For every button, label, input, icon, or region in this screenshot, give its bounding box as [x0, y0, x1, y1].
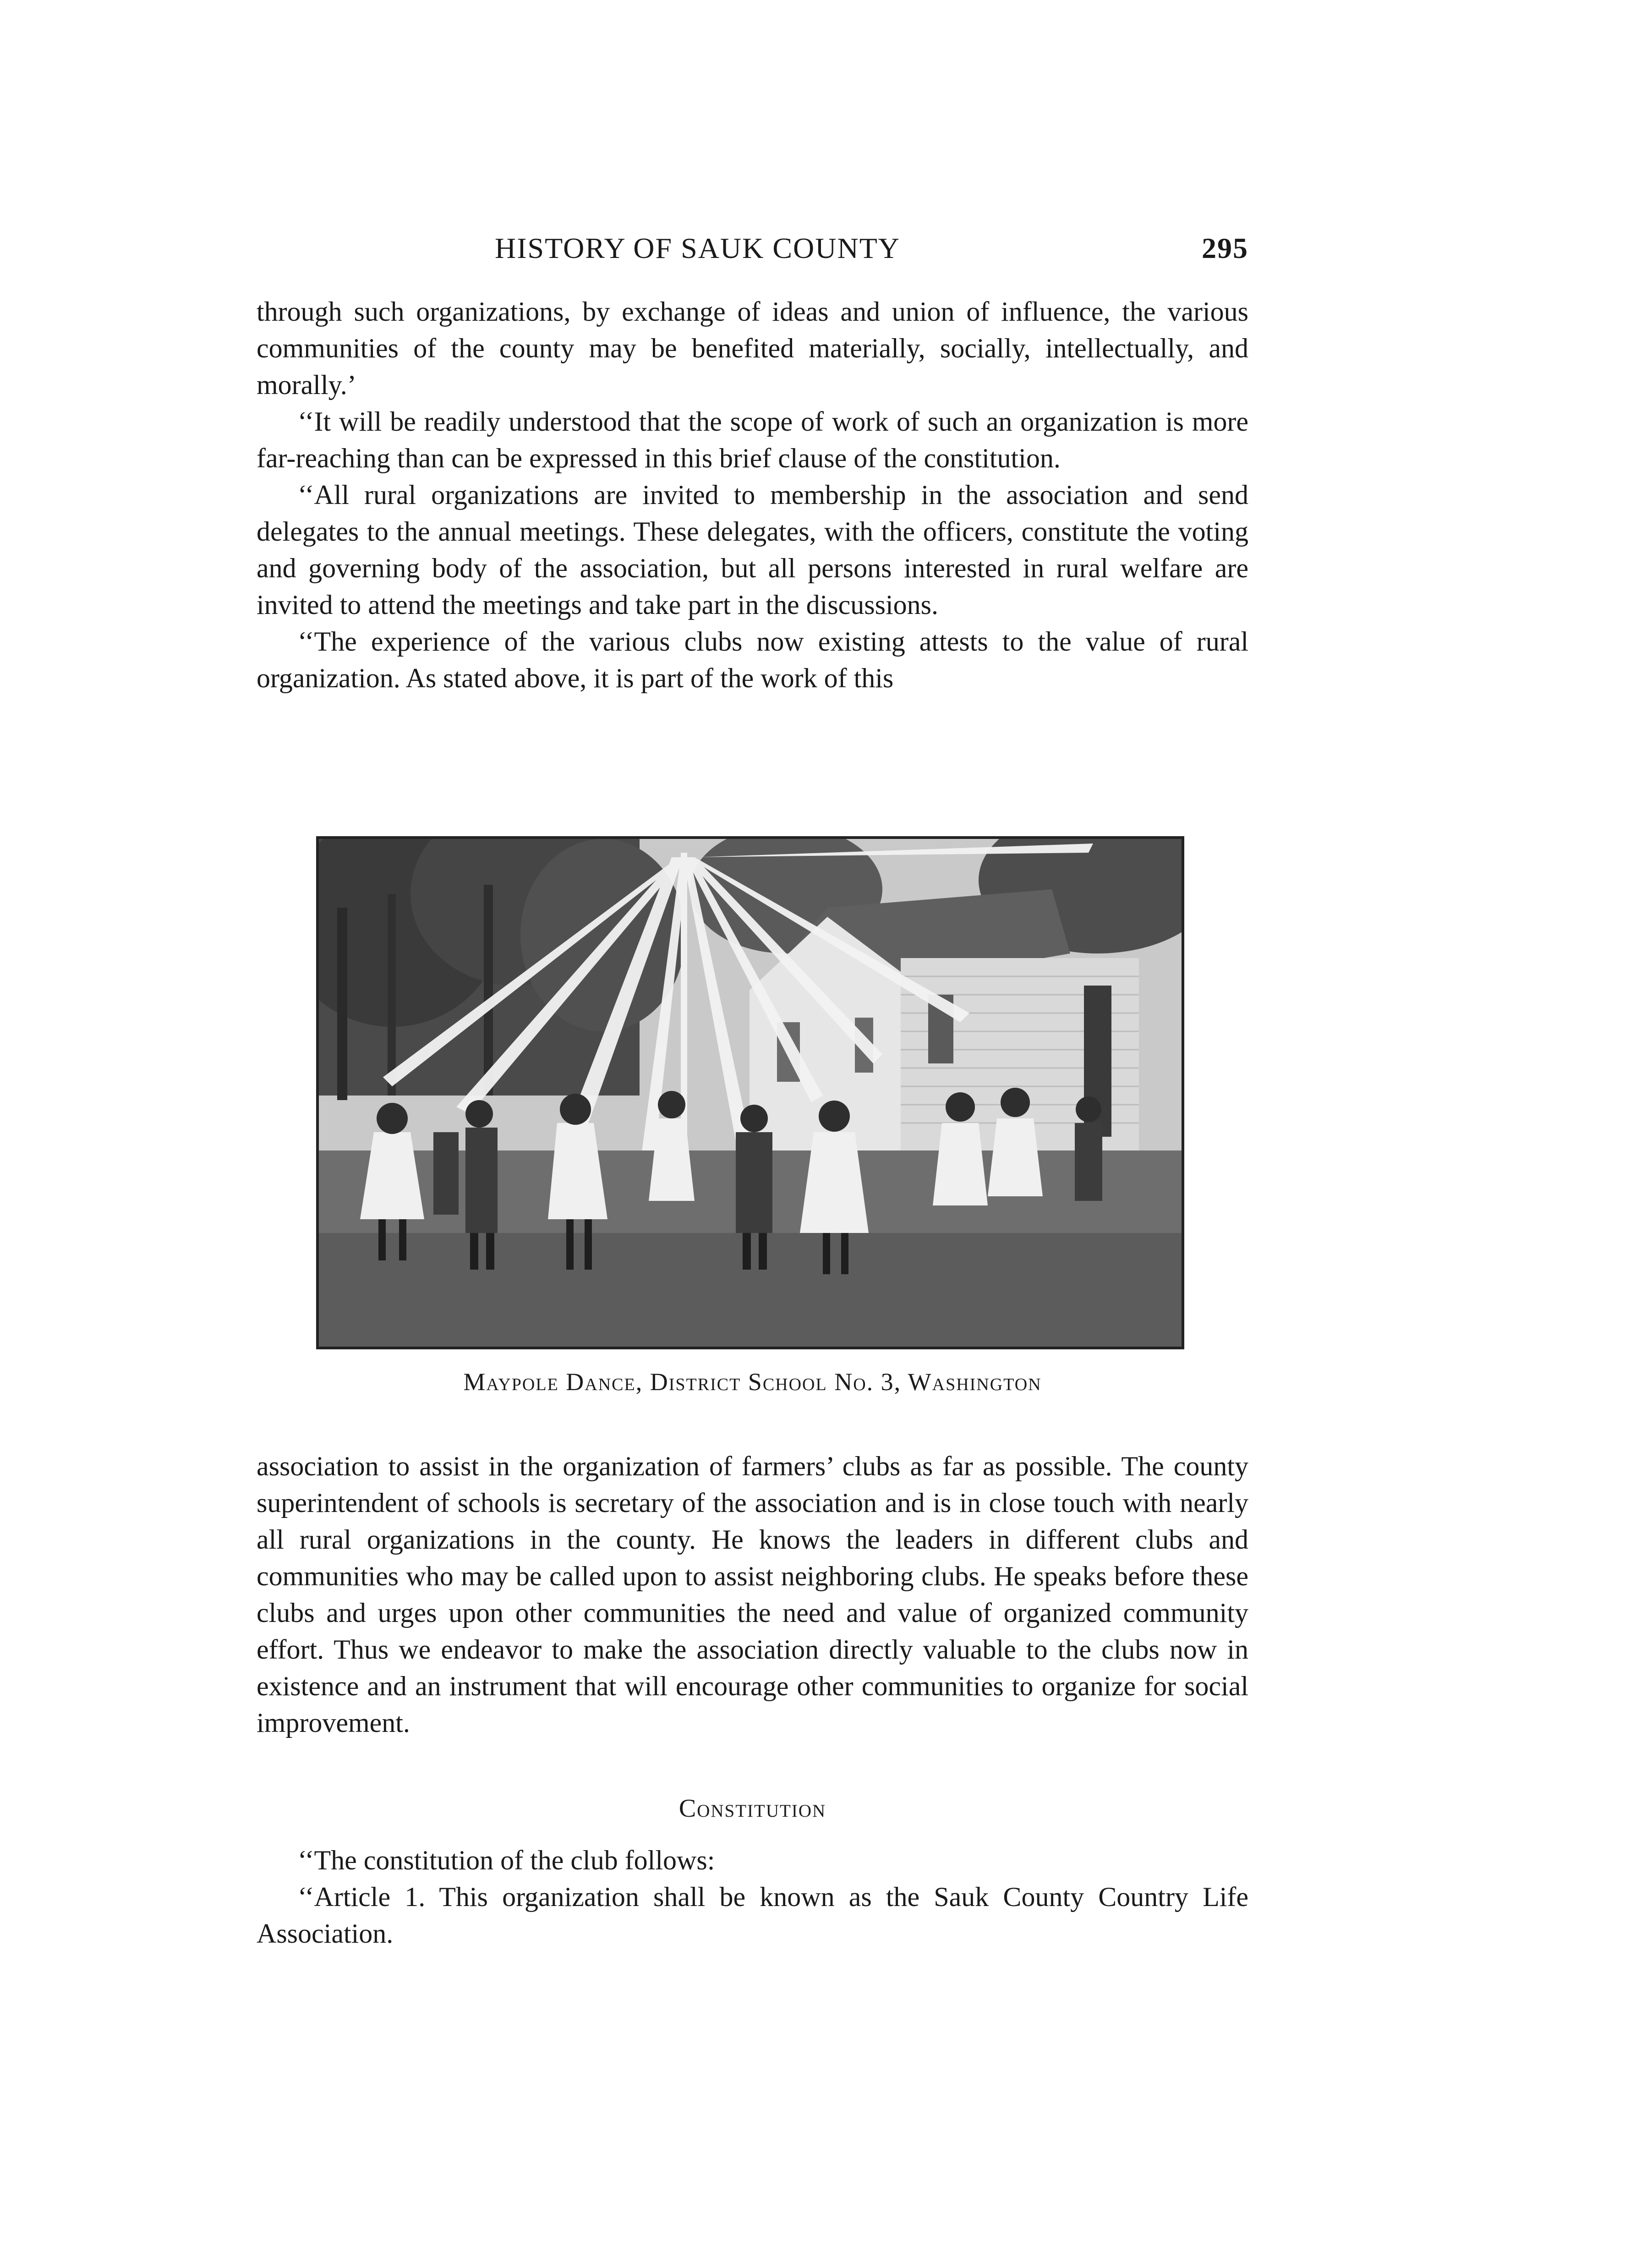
running-title: HISTORY OF SAUK COUNTY: [495, 232, 900, 264]
paragraph: ‘‘All rural organizations are invited to membership in the association and send delegates to the annual meetings. These delegates, with the officers, constitute the voting and governing body of the association, but all persons interested in rural welfare are invited to attend the meetings and take part in the discussions.: [257, 480, 1248, 620]
paragraph: ‘‘The constitution of the club follows:: [298, 1845, 715, 1875]
constitution-text: [257, 1842, 1248, 1952]
paragraph: ‘‘Article 1. This organization shall be known as the Sauk County Country Life Association.: [257, 1882, 1248, 1949]
maypole-photo-illustration: [319, 839, 1182, 1347]
figure-caption: Maypole Dance, District School No. 3, Washington: [463, 1368, 1042, 1396]
section-heading: Constitution: [678, 1794, 826, 1823]
body-text-bottom: [257, 1448, 1248, 1741]
paragraph: ‘‘It will be readily understood that the scope of work of such an organization is more far-reaching than can be expressed in this brief clause of the constitution.: [257, 406, 1248, 473]
paragraph: through such organizations, by exchange of ideas and union of influence, the various communities of the county may be benefited materially, socially, intellectually, and morally.’: [257, 296, 1248, 400]
body-text-top: [257, 293, 1248, 696]
running-head: [257, 231, 1248, 268]
page-number: 295: [1202, 232, 1248, 264]
paragraph: ‘‘The experience of the various clubs now existing attests to the value of rural organization. As stated above, it is part of the work of this: [257, 626, 1248, 693]
maypole-photograph: [316, 836, 1184, 1349]
paragraph: association to assist in the organization of farmers’ clubs as far as possible. The county superintendent of schools is secretary of the association and is in close touch with nearly all rural organizations in the county. He knows the leaders in different clubs and communities who may be called upon to assist neighboring clubs. He speaks before these clubs and urges upon other communities the need and value of organized community effort. Thus we endeavor to make the association directly valuable to the clubs now in existence and an instrument that will encourage other communities to organize for social improvement.: [257, 1451, 1248, 1738]
